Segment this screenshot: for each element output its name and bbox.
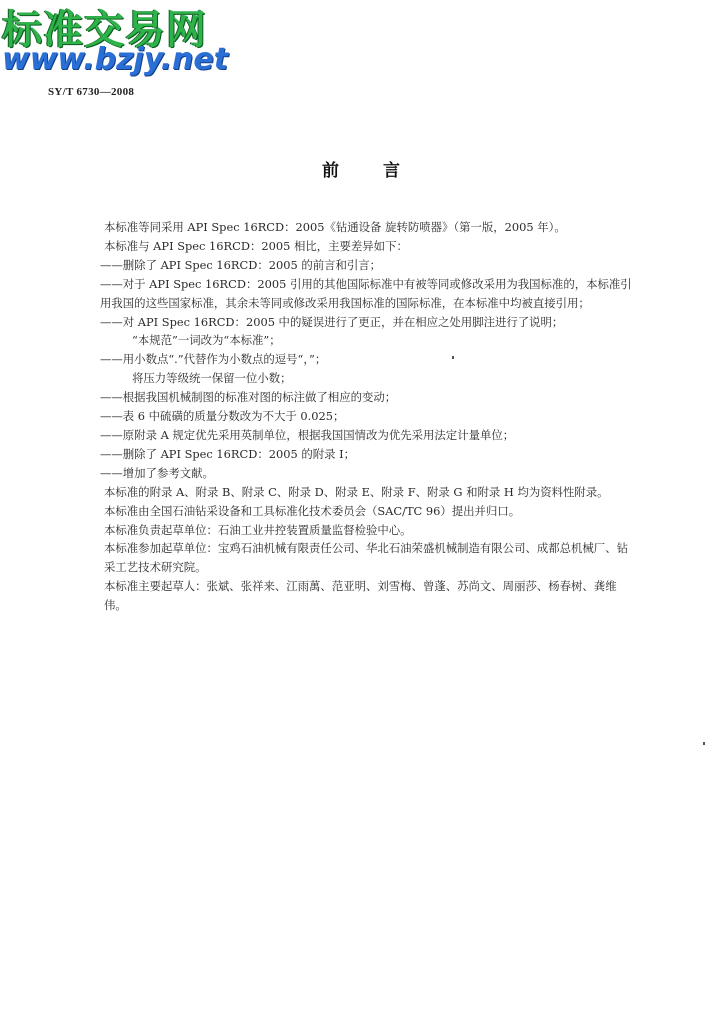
foreword-paragraph: ——对 API Spec 16RCD：2005 中的疑误进行了更正，并在相应之处用脚注进行了说明； <box>100 314 564 329</box>
foreword-paragraph: ——增加了参考文献。 <box>100 465 214 480</box>
foreword-paragraph: ——原附录 A 规定优先采用英制单位，根据我国国情改为优先采用法定计量单位； <box>100 427 515 442</box>
page-title: 前言 <box>322 161 444 181</box>
foreword-paragraph: ——表 6 中硫磺的质量分数改为不大于 0.025； <box>100 409 345 424</box>
foreword-paragraph: 本标准与 API Spec 16RCD：2005 相比，主要差异如下： <box>104 238 408 253</box>
foreword-paragraph: 本标准负责起草单位：石油工业井控装置质量监督检验中心。 <box>104 522 412 537</box>
foreword-paragraph: 本标准主要起草人：张斌、张祥来、江雨萬、范亚明、刘雪梅、曾蓬、苏尚文、周丽莎、杨春树、龚维伟。 <box>104 579 617 613</box>
scan-speck <box>452 356 454 359</box>
foreword-paragraph: 本标准由全国石油钻采设备和工具标准化技术委员会（SAC/TC 96）提出并归口。 <box>104 503 521 518</box>
standard-code: SY/T 6730—2008 <box>48 86 135 98</box>
foreword-paragraph: ——用小数点“.”代替作为小数点的逗号“，”； <box>100 352 327 367</box>
foreword-paragraph: 将压力等级统一保留一位小数； <box>132 371 292 386</box>
foreword-body <box>100 218 636 615</box>
foreword-paragraph: 本标准参加起草单位：宝鸡石油机械有限责任公司、华北石油荣盛机械制造有限公司、成都总机械厂、钻采工艺技术研究院。 <box>104 541 628 575</box>
foreword-paragraph: ——根据我国机械制图的标准对图的标注做了相应的变动； <box>100 390 397 405</box>
foreword-paragraph: 本标准等同采用 API Spec 16RCD：2005《钻通设备 旋转防喷器》（第一版，2005 年）。 <box>104 220 566 234</box>
watermark-url: www.bzjy.net <box>2 42 229 77</box>
watermark-title: 标准交易网 <box>2 7 207 53</box>
foreword-paragraph: ——删除了 API Spec 16RCD：2005 的前言和引言； <box>100 257 382 272</box>
foreword-paragraph: 本标准的附录 A、附录 B、附录 C、附录 D、附录 E、附录 F、附录 G 和附录 H 均为资料性附录。 <box>104 484 609 499</box>
watermark-logo <box>0 0 230 90</box>
foreword-paragraph: “本规范”一词改为“本标准”； <box>132 333 281 348</box>
scan-speck <box>703 742 705 745</box>
foreword-paragraph: ——删除了 API Spec 16RCD：2005 的附录 I； <box>100 446 356 461</box>
foreword-paragraph: ——对于 API Spec 16RCD：2005 引用的其他国际标准中有被等同或修改采用为我国标准的，本标准引用我国的这些国家标准，其余未等同或修改采用我国标准的国际标准，在本标准中均被直接引用； <box>100 276 632 310</box>
